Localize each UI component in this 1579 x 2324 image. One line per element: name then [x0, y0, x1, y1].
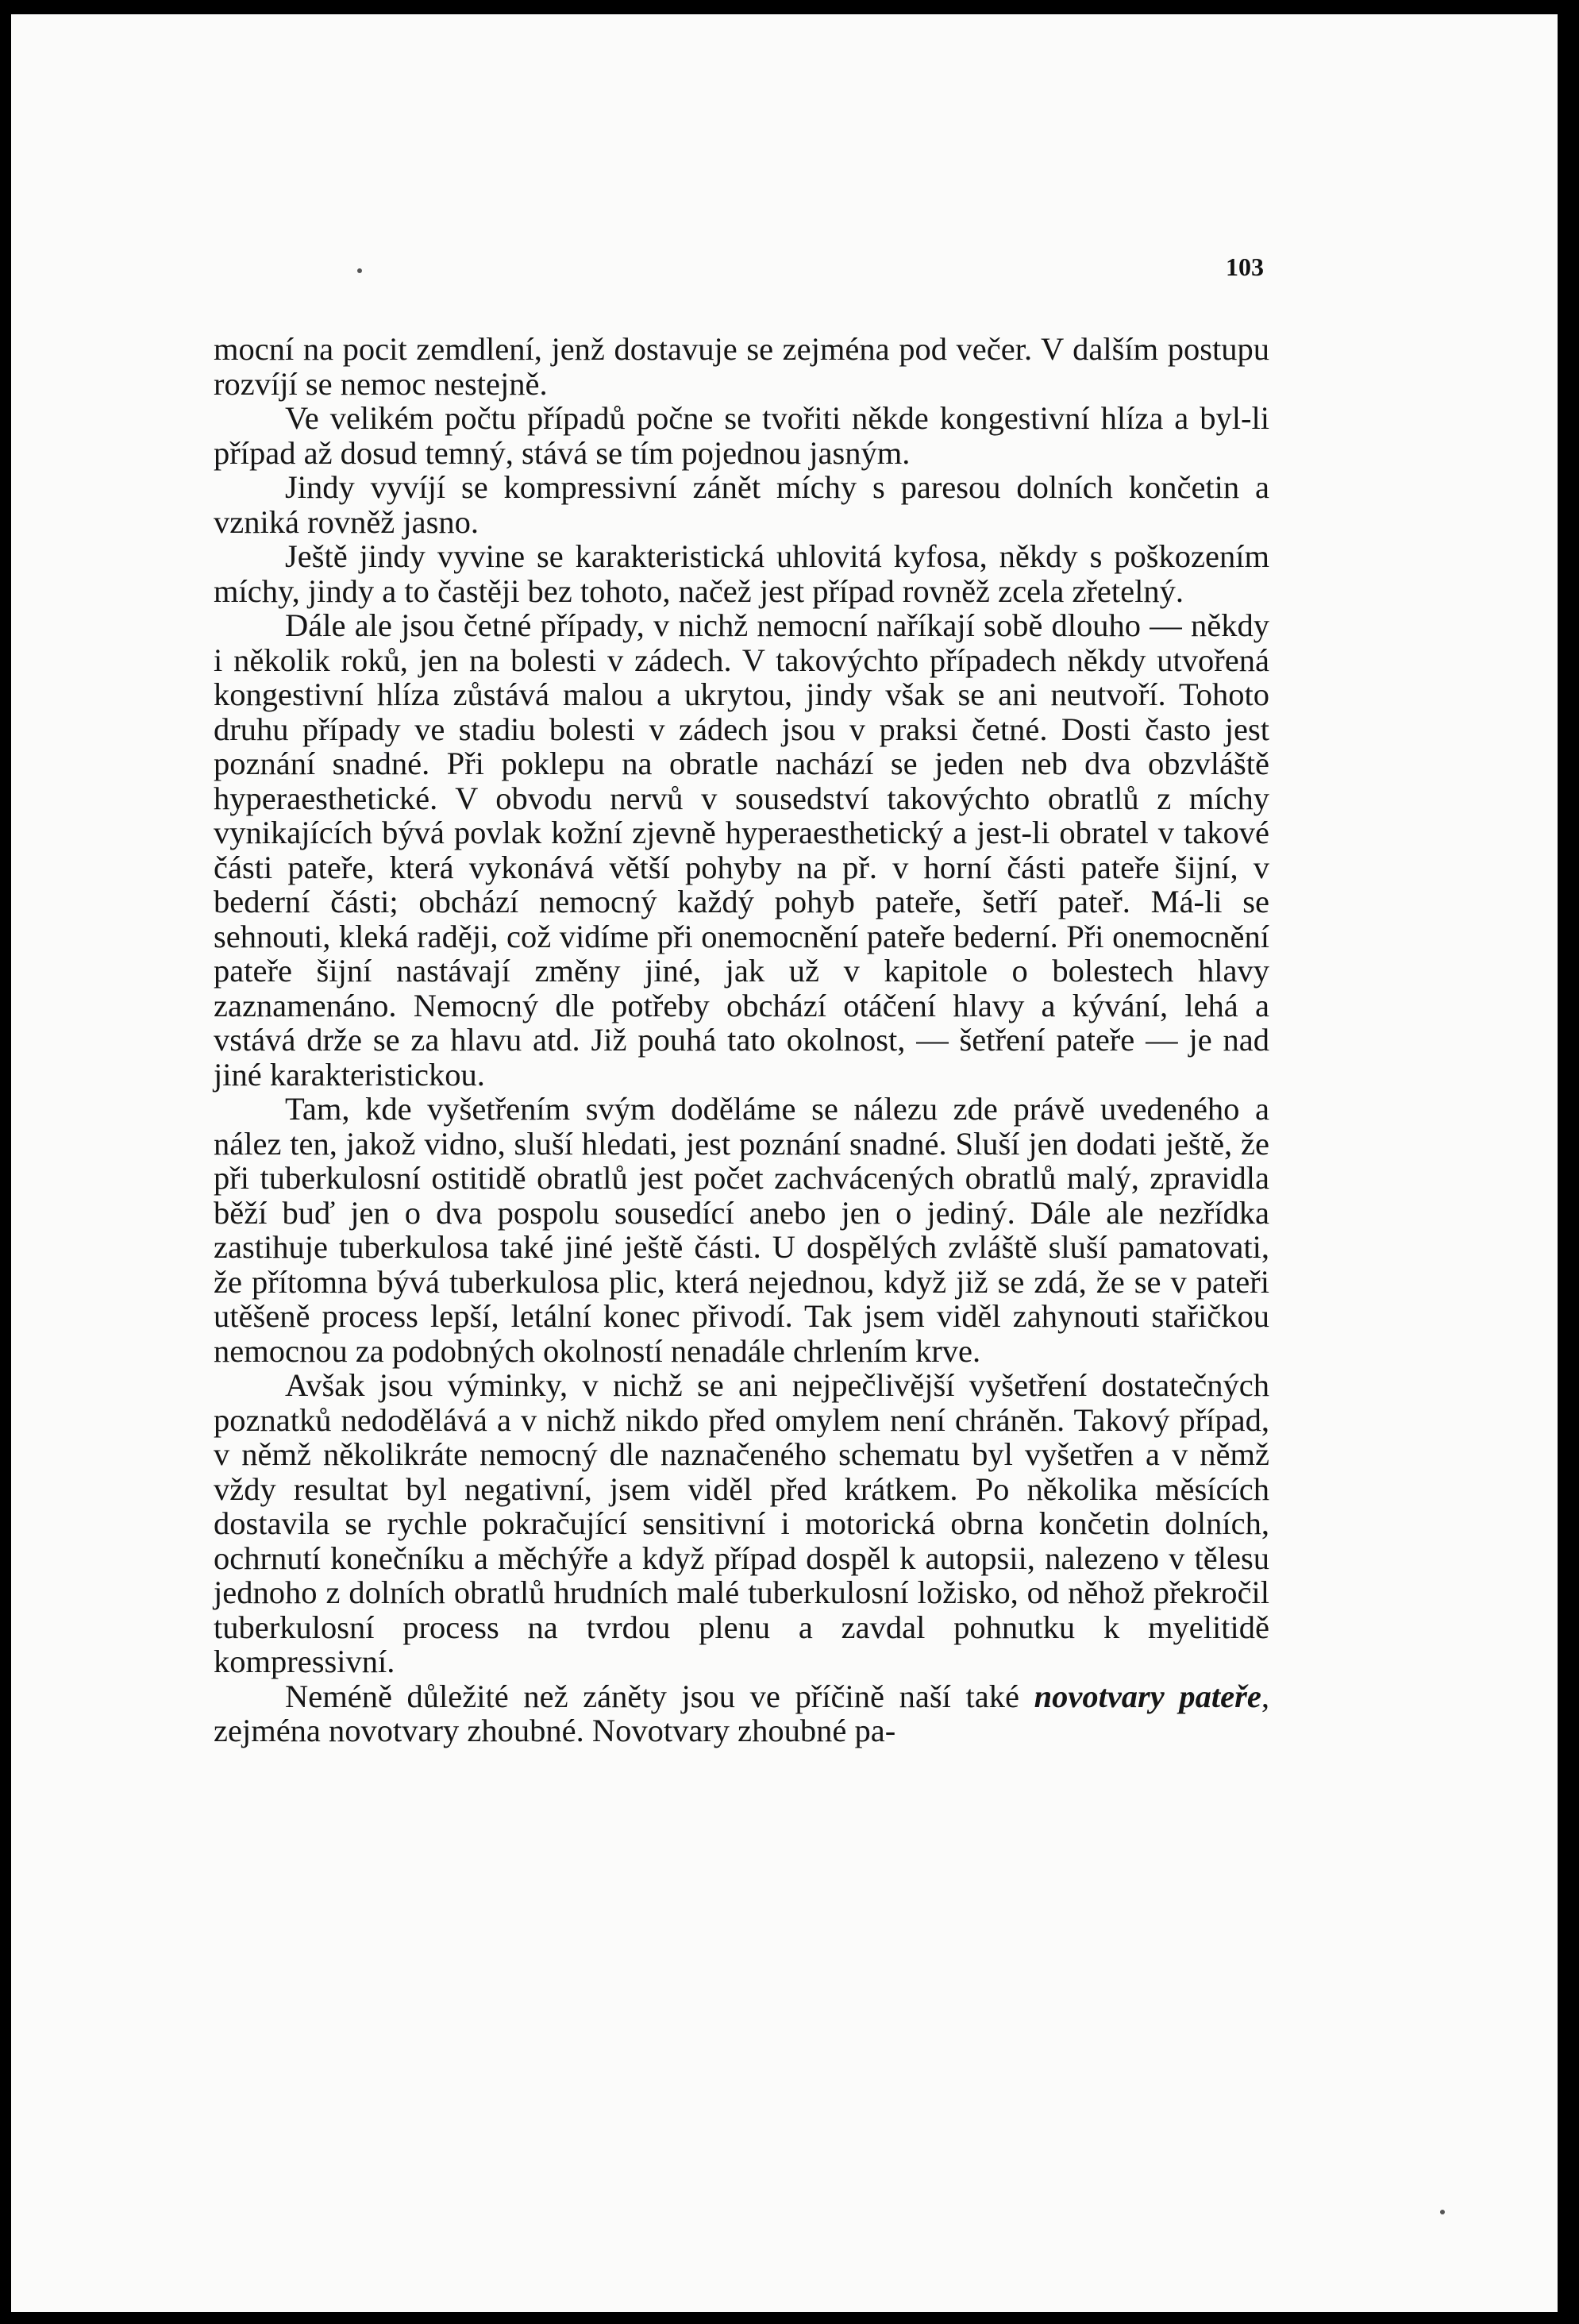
paragraph-8-start: Neméně důležité než záněty jsou ve příčině naší také — [285, 1678, 1034, 1714]
paragraph-8-emphasis: novotvary pateře — [1034, 1678, 1261, 1714]
paragraph-3: Jindy vyvíjí se kompressivní zánět míchy s paresou dolních končetin a vzniká rovněž jasno. — [214, 469, 1269, 540]
paragraph-5: Dále ale jsou četné případy, v nichž nemocní naříkají sobě dlouho — někdy i několik roků, jen na bolesti v zádech. V takovýchto případech někdy utvořená kongestivní hlíza zůstává malou a ukrytou, jindy však se ani neutvoří. Tohoto druhu případy ve stadiu bolesti v zádech jsou v praksi četné. Dosti často jest poznání snadné. Při poklepu na obratle nachází se jeden neb dva obzvláště hyperaesthetické. V obvodu nervů v sousedství takovýchto obratlů z míchy vynikajících bývá povlak kožní zjevně hyperaesthetický a jest-li obratel v takové části pateře, která vykonává větší pohyby na př. v horní části pateře šijní, v bederní části; obchází nemocný každý pohyb pateře, šetří pateř. Má-li se sehnouti, kleká raději, což vidíme při onemocnění pateře bederní. Při onemocnění pateře šijní nastávají změny jiné, jak už v kapitole o bolestech hlavy zaznamenáno. Nemocný dle potřeby obchází otáčení hlavy a kývání, lehá a vstává drže se za hlavu atd. Již pouhá tato okolnost, — šetření pateře — je nad jiné karakteristickou. — [214, 607, 1269, 1093]
paragraph-8-end: , zejména novotvary zhoubné. Novotvary zhoubné pa- — [214, 1678, 1269, 1748]
page-number: 103 — [1226, 252, 1264, 281]
paragraph-1: mocní na pocit zemdlení, jenž dostavuje se zejména pod večer. V dalším postupu rozvíjí se nemoc nestejně. — [214, 331, 1269, 402]
paper-speck — [1440, 2210, 1445, 2214]
paragraph-8 — [214, 1679, 1269, 1748]
body-text — [214, 332, 1269, 1748]
book-page — [11, 14, 1558, 2312]
paragraph-2: Ve velikém počtu případů počne se tvořiti někde kongestivní hlíza a byl-li případ až dosud temný, stává se tím pojednou jasným. — [214, 400, 1269, 471]
paper-speck — [357, 268, 362, 273]
paragraph-4: Ještě jindy vyvine se karakteristická uhlovitá kyfosa, někdy s poškozením míchy, jindy a to častěji bez tohoto, načež jest případ rovněž zcela zřetelný. — [214, 538, 1269, 609]
paragraph-6: Tam, kde vyšetřením svým doděláme se nálezu zde právě uvedeného a nález ten, jakož vidno, sluší hledati, jest poznání snadné. Sluší jen dodati ještě, že při tuberkulosní ostitidě obratlů jest počet zachvácených obratlů malý, zpravidla běží buď jen o dva pospolu sousedící anebo jen o jediný. Dále ale nezřídka zastihuje tuberkulosa také jiné ještě části. U dospělých zvláště sluší pamatovati, že přítomna bývá tuberkulosa plic, která nejednou, když již se zdá, že se v pateři utěšeně process lepší, letální konec přivodí. Tak jsem viděl zahynouti stařičkou nemocnou za podobných okolností nenadále chrlením krve. — [214, 1091, 1269, 1369]
paragraph-7: Avšak jsou výminky, v nichž se ani nejpečlivější vyšetření dostatečných poznatků nedodělává a v nichž nikdo před omylem není chráněn. Takový případ, v němž několikráte nemocný dle naznačeného schematu byl vyšetřen a v němž vždy resultat byl negativní, jsem viděl před krátkem. Po několika měsících dostavila se rychle pokračující sensitivní i motorická obrna končetin dolních, ochrnutí konečníku a měchýře a když případ dospěl k autopsii, nalezeno v tělesu jednoho z dolních obratlů hrudních malé tuberkulosní ložisko, od něhož překročil tuberkulosní process na tvrdou plenu a zavdal pohnutku k myelitidě kompressivní. — [214, 1367, 1269, 1679]
